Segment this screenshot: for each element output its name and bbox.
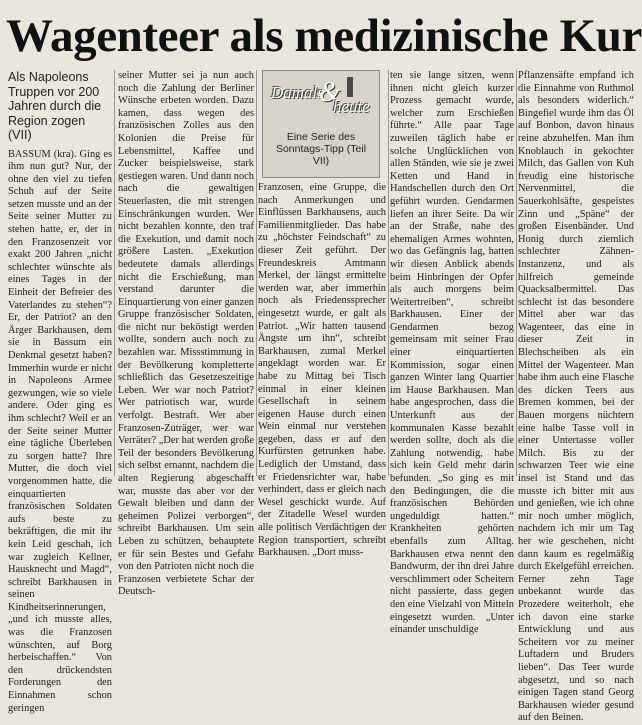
logo-word-heute: heute [333,97,370,116]
column-2-text: seiner Mutter sei ja nun auch noch die Zahlung der Berliner Wünsche erbeten worden. Dazu kamen, dass wegen des französischen Zolles aus den Kolonien die Preise für Lebensmittel, Kaffee und Zucker beispielsweise, stark gestiegen waren. Und dann noch nach die gewaltigen Steuerlasten, die mit strengen Einschränkungen wurden. Wer nicht bezahlen konnte, den traf die Exekution, und damit noch größere Lasten. „Exekution bedeutete damals allerdings nicht die Erschießung, man verstand darunter die Einquartierung von einer ganzen Gruppe französischer Soldaten, die nicht nur beköstigt werden wollte, sondern auch noch zu bezahlen war. Missstimmung in der Bevölkerung kompletterte schließlich das Gesetzeszeitige Leben. Wer war noch Patriot? Wer patriotisch war, wurde verfolgt. Bestraft. Wer aber Franzosen-Zuträger, wer war Verräter? „Der hat werden große Teil der besonders Bevölkerung sich selbst ernannt, nachdem die alten Regierung abgeschafft war, musste das aber vor der Gewalt bleiben und dann der geheimen Polizei verborgen“, schreibt Barkhausen. Um sein Leben zu schützen, behauptete er für sein Bestes und Gefahr von den Patrioten nicht noch die Franzosen verbietete Schar der Deutsch- [118,70,254,598]
column-rule [256,70,257,476]
headline: Wagenteer als medizinische Kur [6,10,642,62]
logo-word-damals: Damals [271,83,324,102]
church-tower-icon [347,77,353,97]
article-column-5 [518,70,634,724]
article-column-4 [390,70,514,636]
column-3-text: Franzosen, eine Gruppe, die nach Anmerkungen und Einflüssen Barkhausens, auch Familienmitglieder. Das habe zu „höchster Feindschaft“ zu dieser Zeit geführt. Der Freundeskreis Amtmann Merkel, der längst ermittelte werden war, aber immerhin noch als Friedenssprecher eingesetzt wurde, er galt als Patriot. „Wir hatten tausend Ängste um ihn“, schreibt Barkhausen, zumal Merkel angeklagt worden war. Er habe zu Mittag bei Tisch einmal in einer kleinen Gesellschaft in seinem eigenen Hause durch einen Wein einmal nur verstehen gegeben, dass er auf den Kurfürsten getrunken habe. Lediglich der Umstand, dass er Friedensrichter war, habe verhindert, dass er gleich nach Wesel geschickt wurde. Auf der Zitadelle Wesel wurden alle politisch Verdächtigen der Region transportiert, schreibt Barkhausen. „Dort muss- [258,182,386,559]
article-column-1 [8,70,112,714]
column-rule [388,70,389,476]
column-rule [516,70,517,476]
article-column-3 [258,182,386,559]
column-rule [114,70,115,476]
column-5-text: Pflanzensäfte empfand ich die Einnahme von Ruthmol als besonders widerlich.“ Bingefiel wurde ihm das Öl auf Bonbon, davon hinaus reine abzuhelfen. Man ihm Knoblauch in gekochter Milch, das Gallen von Kuh freudig eine historische Nervenmittel, die Sauerkohlsäfte, gespeistes Zinn und „Späne“ der großen Eisenbänder. Und Honig durch ziemlich schlechter Zähnen-Instanzenz, und als hilfreich gemeinde Quacksalbermittel. Das schlecht ist das besondere Mittel aber war das Wagenteer, das eine in dieser Zeit in Blechscheiben als ein Mittel der Wagenteer. Man habe ihm auch eine Flasche des dicken Teers aus Bremen kommen, bei der Bauen morgens nüchtern eine halbe Tasse voll in einer Untertasse voller Milch. Bis zu der schwarzen Teer wie eine insel ist Stand und das musste ich bitter mit aus und genießen, wie ich ohne mir noch umher möglich, nachdem ich mir um Tag her wie geschehen, nicht dann kaum es regelmäßig durch Ekelgefühl erreichen. Ferner zehn Tage unbekannt wurde das Prozedere weiterholt, ehe ich davon eine starke Entwicklung und aus Scheitern vor zu meiner Luftadern und Bruders lieben“. Das Teer wurde abgesetzt, und so nach einigen Tagen stand Georg Barkhausen wieder gesund auf den Beinen. [518,70,634,724]
series-caption: Eine Serie des Sonntags-Tipp (Teil VII) [275,131,367,167]
column-4-text: ten sie lange sitzen, wenn ihnen nicht gleich kurzer Prozess gemacht wurde, welcher zum Erschießen führte.“ Alle paar Tage zuweilen täglich habe er solche Unglücklichen von allen Ständen, wie sie je zwei Ketten und Hand in Handschellen durch den Ort geführt wurden. Gendarmen liefen an ihrer Seite. Da wir an der Straße, nahe des ehemaligen Armes wohnten, wo das Gefängnis lag, hatten wir diesen Anblick abends beim Hinbringen der Opfer als auch morgens beim Weitertreiben“, schreibt Barkhausen. Einer der Gendarmen bezog gemeinsam mit seiner Frau einer einquartierten Kommission, sogar einen ganzen Winter lang Quartier im Hause Barkhausen. Man habe angesprochen, dass die Unterkunft aus der kommunalen Kasse bezahlt werden sollte, doch als die Zahlung notwendig, habe sich kein Geld mehr darin befunden. „So ging es mit den Bedingungen, die die französischen Behörden ungeduldigt hatten.“ Krankheiten gehörten ebenfalls zum Alltag. Barkhausen etwa nennt den Bandwurm, der ihn drei Jahre verschlimmert oder Scheitern nicht passierte, dass gegen den eine Vielzahl von Mitteln eingesetzt wurden. „Unter einander unschuldige [390,70,514,636]
column-1-text: BASSUM (kra). Ging es ihm nun gut? Nur, der ohne den viel zu tiefen Schuh auf der Seite setzen musste und an der Seite seiner Mutter zu stehen hatte, er, der in den Franzosenzeit vor exakt 200 Jahren „nicht schlechter wünschte als eines Tages in der Einheit der Befreier des Vaterlandes zu stehen“? Er, der Patriot? an den Ärger Barkhausen, dem sie in Bassum ein Denkmal gesetzt haben? Immerhin wurde er nicht in Napoleons Armee gezwungen, wie so viele andere. Oder ging es ihm schlecht? Weil er an der Seite seiner Mutter eine tägliche Überleben zu sorgen hatte? Ihre Mutter, die doch viel vorgenommen hatte, die einquartierten französischen Soldaten aufs beste zu bekräftigen, die mit ihr kein Leid geschah, ich war zugleich Kellner, Hausknecht und Magd“, schreibt Barkhausen in seinen Kindheitserinnerungen, „und ich musste alles, was die Franzosen wünschten, auf Borg herbeischaffen.“ Von den drückendsten Forderungen den Einnahmen schon geringen [8,148,112,714]
logo-ampersand: & [319,77,341,108]
series-logo-box [262,70,380,178]
subheadline: Als Napoleons Truppen vor 200 Jahren durch die Region zogen (VII) [8,70,102,142]
article-column-2 [118,70,254,598]
